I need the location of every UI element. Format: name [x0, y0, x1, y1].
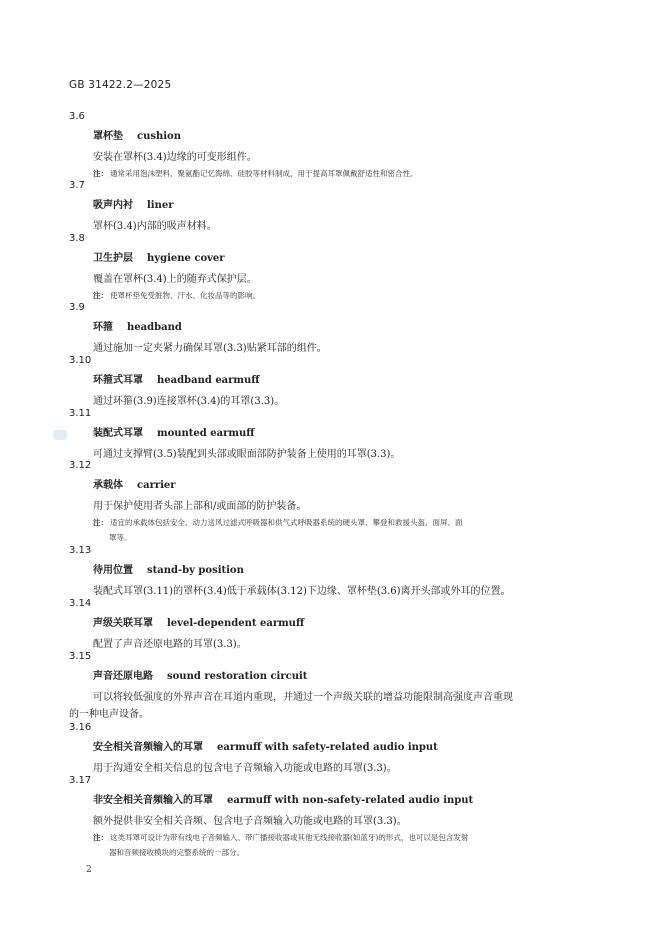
- term-entry-3-7: [69, 180, 609, 235]
- term-heading: [93, 200, 609, 218]
- term-note: [93, 515, 609, 545]
- term-definition: 额外提供非安全相关音频、包含电子音频输入功能或电路的耳罩(3.3)。: [93, 816, 407, 827]
- term-en: earmuff with safety-related audio input: [217, 742, 438, 753]
- term-en: earmuff with non-safety-related audio input: [227, 795, 474, 806]
- term-entry-3-6: [69, 111, 609, 181]
- term-definition: 可以将较低强度的外界声音在耳道内重现，并通过一个声级关联的增益功能限制高强度声音重现: [93, 692, 513, 703]
- term-en: cushion: [137, 131, 181, 142]
- term-zh: 非安全相关音频输入的耳罩: [93, 795, 213, 806]
- term-definition: 通过环箍(3.9)连接罩杯(3.4)的耳罩(3.3)。: [93, 396, 285, 407]
- term-en: mounted earmuff: [157, 428, 255, 439]
- term-heading: [93, 618, 609, 636]
- note-label: 注：: [93, 833, 108, 842]
- term-zh: 环箍: [93, 322, 113, 333]
- note-text: 这类耳罩可设计为带有线电子音频输入、带广播接收器或其他无线接收器(如蓝牙)的形式，也可以是包含发射: [110, 833, 469, 842]
- note-text: 适宜的承载体包括安全、动力送风过滤式呼吸器和供气式呼吸器系统的硬头罩、攀登和救援头盔、面屏、面: [110, 518, 463, 527]
- clause-number: 3.11: [69, 408, 92, 419]
- clause-number: 3.17: [69, 775, 92, 786]
- clause-number: 3.13: [69, 545, 92, 556]
- term-heading: [93, 131, 609, 149]
- term-entry-3-12: [69, 460, 609, 545]
- clause-number: 3.8: [69, 233, 85, 244]
- term-definition: 用于沟通安全相关信息的包含电子音频输入功能或电路的耳罩(3.3)。: [93, 763, 397, 774]
- note-text: 使罩杯垫免受脏物、汗水、化妆品等的影响。: [110, 291, 260, 300]
- term-zh: 待用位置: [93, 565, 133, 576]
- term-heading: [93, 795, 609, 813]
- term-entry-3-11: [69, 408, 609, 463]
- term-zh: 声级关联耳罩: [93, 618, 153, 629]
- term-en: liner: [147, 200, 174, 211]
- note-label: 注：: [93, 169, 108, 178]
- term-zh: 声音还原电路: [93, 671, 153, 682]
- clause-number: 3.15: [69, 651, 92, 662]
- term-heading: [93, 253, 609, 271]
- term-definition: 装配式耳罩(3.11)的罩杯(3.4)低于承载体(3.12)下边缘、罩杯垫(3.6)离开头部或外耳的位置。: [93, 586, 511, 597]
- term-zh: 罩杯垫: [93, 131, 123, 142]
- clause-number: 3.10: [69, 355, 92, 366]
- term-definition: 通过施加一定夹紧力确保耳罩(3.3)贴紧耳部的组件。: [93, 343, 327, 354]
- page-number: 2: [86, 865, 92, 875]
- term-definition: 罩杯(3.4)内部的吸声材料。: [93, 221, 217, 232]
- term-heading: [93, 480, 609, 498]
- term-definition: 安装在罩杯(3.4)边缘的可变形组件。: [93, 152, 257, 163]
- term-entry-3-17: [69, 775, 609, 860]
- term-note: [93, 166, 609, 181]
- term-heading: [93, 742, 609, 760]
- standard-header: GB 31422.2—2025: [69, 79, 172, 91]
- term-zh: 承载体: [93, 480, 123, 491]
- note-text-continued: 罩等。: [109, 533, 132, 542]
- term-entry-3-8: [69, 233, 609, 303]
- term-entry-3-10: [69, 355, 609, 410]
- clause-number: 3.12: [69, 460, 92, 471]
- clause-number: 3.7: [69, 180, 85, 191]
- term-heading: [93, 671, 609, 689]
- term-zh: 吸声内衬: [93, 200, 133, 211]
- term-en: sound restoration circuit: [167, 671, 308, 682]
- watermark-stamp-icon: [53, 430, 67, 440]
- term-definition: 覆盖在罩杯(3.4)上的随弃式保护层。: [93, 274, 257, 285]
- term-entry-3-15: [69, 651, 609, 723]
- note-text: 通常采用泡沫塑料、聚氨酯记忆海绵、硅胶等材料制成，用于提高耳罩佩戴舒适性和密合性。: [110, 169, 418, 178]
- note-text-continued: 器和音频接收模块的完整系统的一部分。: [109, 848, 244, 857]
- note-label: 注：: [93, 291, 108, 300]
- term-en: hygiene cover: [147, 253, 225, 264]
- term-heading: [93, 375, 609, 393]
- term-heading: [93, 322, 609, 340]
- clause-number: 3.6: [69, 111, 85, 122]
- term-entry-3-14: [69, 598, 609, 653]
- term-heading: [93, 428, 609, 446]
- term-entry-3-16: [69, 722, 609, 777]
- term-en: stand-by position: [147, 565, 244, 576]
- note-label: 注：: [93, 518, 108, 527]
- term-definition: 配置了声音还原电路的耳罩(3.3)。: [93, 639, 247, 650]
- term-zh: 环箍式耳罩: [93, 375, 143, 386]
- term-note: [93, 288, 609, 303]
- term-en: headband: [127, 322, 182, 333]
- term-note: [93, 830, 609, 860]
- term-definition: 可通过支撑臂(3.5)装配到头部或眼面部防护装备上使用的耳罩(3.3)。: [93, 449, 401, 460]
- term-zh: 装配式耳罩: [93, 428, 143, 439]
- clause-number: 3.9: [69, 302, 85, 313]
- clause-number: 3.14: [69, 598, 92, 609]
- term-zh: 安全相关音频输入的耳罩: [93, 742, 203, 753]
- term-entry-3-9: [69, 302, 609, 357]
- term-en: level-dependent earmuff: [167, 618, 305, 629]
- term-heading: [93, 565, 609, 583]
- term-entry-3-13: [69, 545, 609, 600]
- term-zh: 卫生护层: [93, 253, 133, 264]
- term-definition: 用于保护使用者头部上部和/或面部的防护装备。: [93, 501, 307, 512]
- clause-number: 3.16: [69, 722, 92, 733]
- term-definition-continued: 的一种电声设备。: [69, 709, 149, 720]
- term-en: carrier: [137, 480, 176, 491]
- term-en: headband earmuff: [157, 375, 260, 386]
